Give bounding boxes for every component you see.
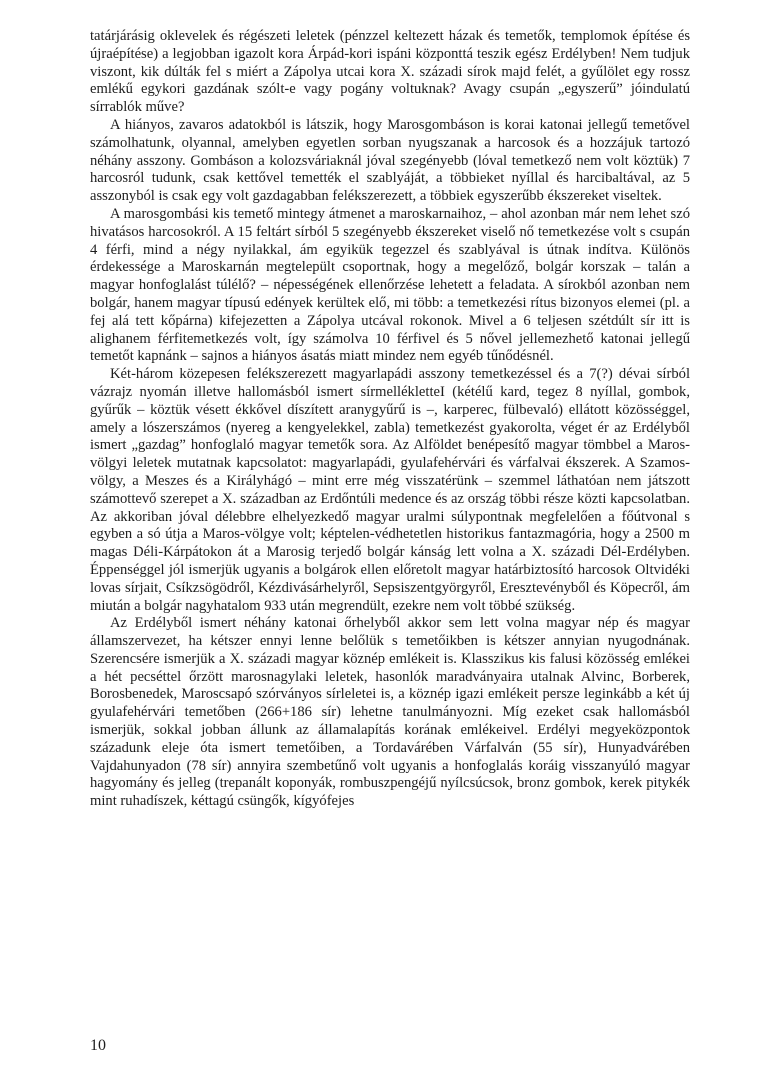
paragraph-4: Két-három közepesen felékszerezett magyarlapádi asszony temetkezéssel és a 7(?) dévai sírból vázrajz nyomán illetve hallomásból ismert sírmellékletteI (kétélű kard, tegez 8 nyíllal, gombok, gyűrűk – köztük vésett ékkővel díszített aranygyűrű is –, karperec, fülbevaló) ellátott közösséggel, amely a lószerszámos (nyereg a kengyelekkel, zabla) temetkezést gyakorolta, véget ér az Erdélyből ismert „gazdag” honfoglaló magyar temetők sora. Az Alföldet benépesítő magyar tömbbel a Maros-völgyi leletek mutatnak kapcsolatot: magyarlapádi, gyulafehérvári és várfalvai ékszerek. A Szamos-völgy, a Meszes és a Királyhágó – mint erre még visszatérünk – szemmel láthatóan nem játszott számottevő szerepet a X. században az Erdőntúli medence és az ország többi része közti kapcsolatban. Az akkoriban jóval délebbre elhelyezkedő magyar uralmi súlypontnak megfelelően a főútvonal s egyben a só útja a Maros-völgye volt; képtelen-védhetetlen historikus fantazmagória, hogy a 2500 m magas Déli-Kárpátokon át a Marosig terjedő bolgár kánság lett volna a X. századi Dél-Erdélyben. Éppenséggel jól ismerjük ugyanis a bolgárok ellen előretolt magyar határbiztosító harcosok Oltvidéki lovas sírjait, Csíkzsögödről, Kézdivásárhelyről, Sepsiszentgyörgyről, Eresztevényből és Köpecről, ám miután a bolgár nagyhatalom 933 után megrendült, ezekre nem volt többé szükség. [90,366,690,614]
paragraph-5: Az Erdélyből ismert néhány katonai őrhelyből akkor sem lett volna magyar nép és magyar államszervezet, ha kétszer ennyi lenne belőlük s temetőikben is kétszer annyian nyugodnának. Szerencsére ismerjük a X. századi magyar köznép emlékeit is. Klasszikus kis falusi közösség emlékei a hét pecséttel őrzött marosnagylaki leletek, hasonlók maradványaira utalnak Alvinc, Borberek, Borosbenedek, Maroscsapó szórványos sírleletei is, a köznép igazi emlékeit persze leginkább a két új gyulafehérvári temetőben (266+186 sír) lehetne tanulmányozni. Míg ezeket csak hallomásból ismerjük, sokkal jobban állunk az államalapítás korának emlékeivel. Erdélyi megyeközpontok századunk eleje óta ismert temetőiben, a Tordavárében Várfalván (55 sír), Hunyadvárében Vajdahunyadon (78 sír) annyira szembetűnő volt ugyanis a honfoglalás koráig visszanyúló magyar hagyomány és jelleg (trepanált koponyák, rombuszpengéjű nyílcsúcsok, bronz gombok, kerek pitykék mint ruhadíszek, kéttagú csüngők, kígyófejes [90,615,690,810]
paragraph-2: A hiányos, zavaros adatokból is látszik, hogy Marosgombáson is korai katonai jellegű temetővel számolhatunk, olyannal, amelyben egyetlen sorban nyugszanak a harcosok és a hozzájuk tartozó néhány asszony. Gombáson a kolozsváriaknál jóval szegényebb (lóval temetkező nem volt köztük) 7 harcosról tudunk, csak kettővel temették el szablyáját, a többieket nyíllal és harcibaltával, az 5 asszonyból is csak egy volt gazdagabban felékszerezett, a többiek egyszerűbb ékszereket viseltek. [90,116,690,205]
page-number: 10 [90,1037,106,1054]
paragraph-3: A marosgombási kis temető mintegy átmenet a maroskarnaihoz, – ahol azonban már nem lehet szó hivatásos harcosokról. A 15 feltárt sírból 5 szegényebb ékszereket viselő nő temetkezése volt s csupán 4 férfi, mind a négy nyilakkal, ám egyikük tegezzel és szablyával is útnak indítva. Különös érdekessége a Maroskarnán megtelepült csoportnak, hogy a megelőző, bolgár korszak – talán a magyar honfoglalást túlélő? – népességének ellenőrzése lehetett a feladata. A sírokból azonban nem bolgár, hanem magyar típusú edények kerültek elő, mi több: a temetkezési rítus bizonyos elemei (pl. a fej alá tett kőpárna) kifejezetten a Zápolya utcával rokonok. Mivel a 6 teljesen szétdúlt sír itt is alighanem férfitemetkezés volt, így számolva 10 férfivel és 5 nővel jellemezhető katonai jellegű temetőt kapnánk – sajnos a hiányos ásatás miatt mindez nem egyéb tűnődésnél. [90,205,690,365]
paragraph-1: tatárjárásig oklevelek és régészeti leletek (pénzzel keltezett házak és temetők, templomok építése és újraépítése) a legjobban igazolt kora Árpád-kori ispáni központtá teszik egész Erdélyben! Nem tudjuk viszont, kik dúlták fel s miért a Zápolya utcai kora X. századi sírok majd felét, a gyűlölet egy rossz emlékű egykori gazdának szólt-e vagy pogány voltuknak? Avagy csupán „egyszerű” jóindulatú sírrablók műve? [90,28,690,116]
page-body [90,28,690,811]
